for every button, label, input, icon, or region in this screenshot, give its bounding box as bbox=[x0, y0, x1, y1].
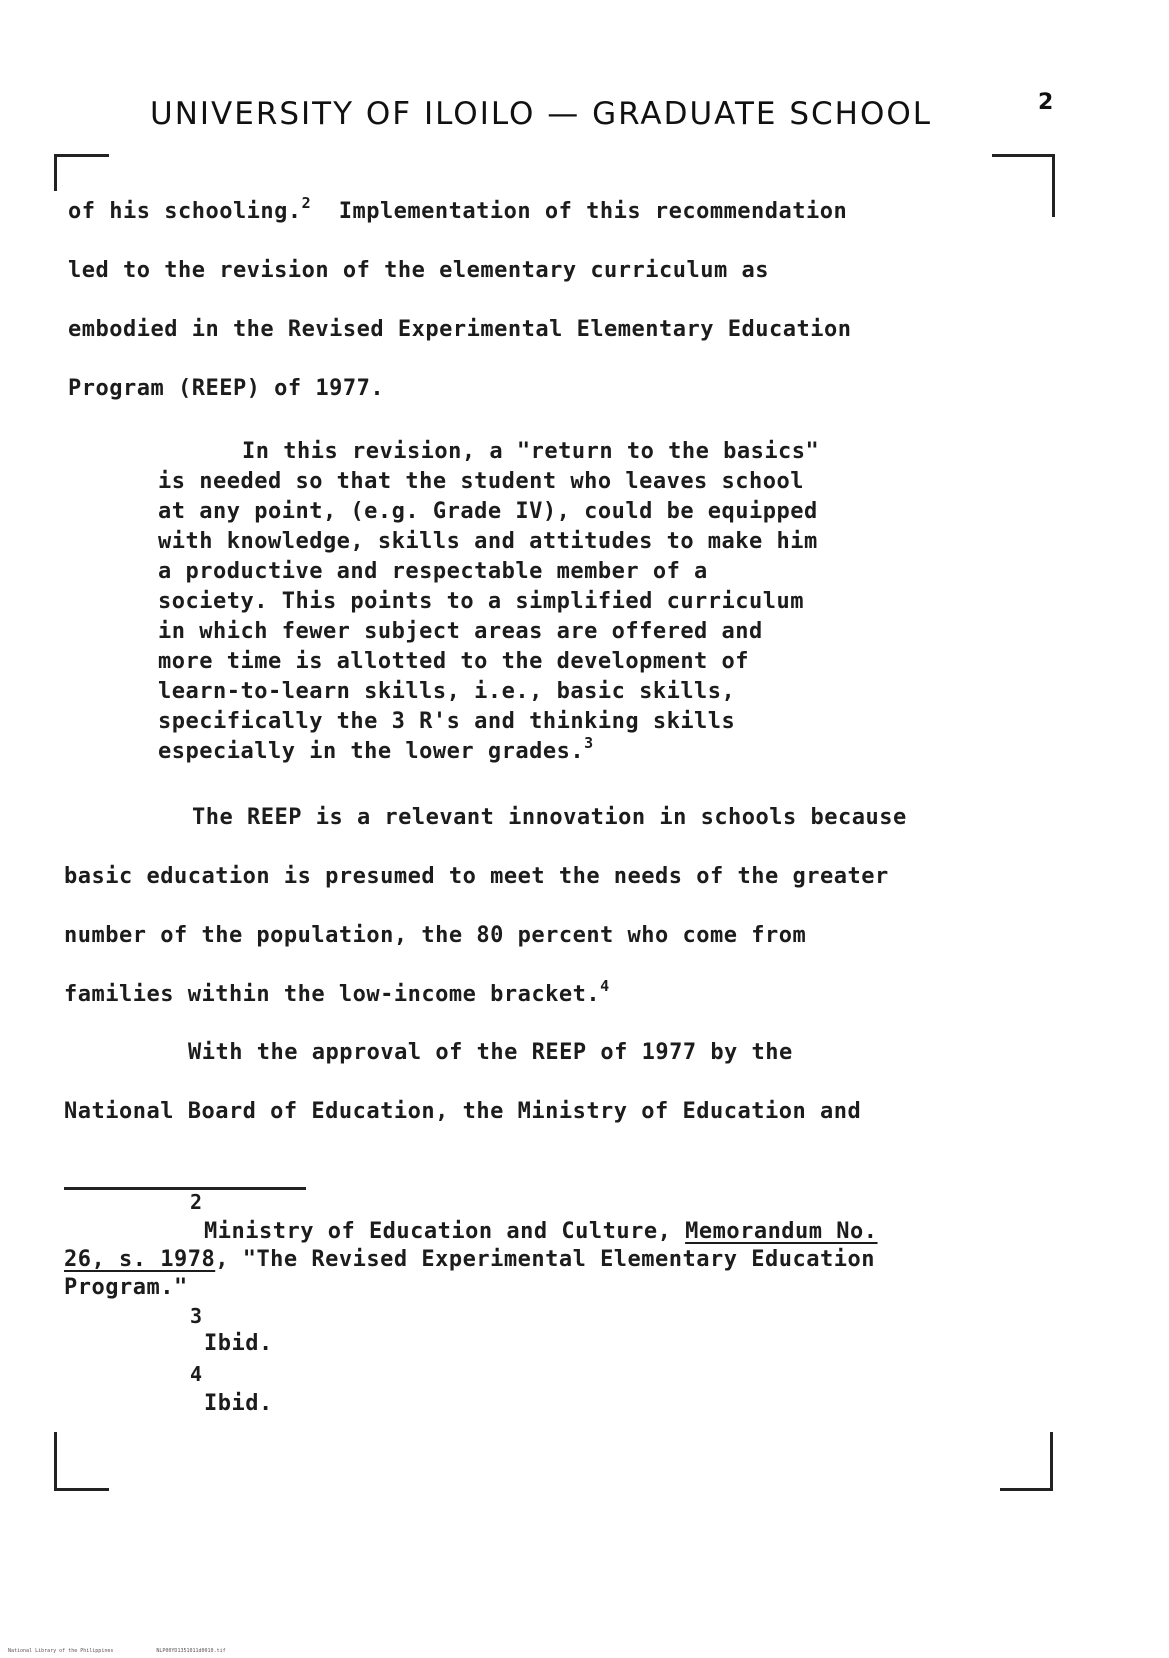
footnote-number: 4 bbox=[190, 1362, 203, 1386]
footnote-line: 26, s. 1978, "The Revised Experimental Elementary Education bbox=[64, 1247, 875, 1272]
paragraph-line: The REEP is a relevant innovation in schools because bbox=[192, 805, 907, 830]
paragraph-line: led to the revision of the elementary curriculum as bbox=[68, 258, 770, 283]
footnote-ref: 2 bbox=[301, 194, 312, 212]
paragraph-line: embodied in the Revised Experimental Elementary Education bbox=[68, 317, 852, 342]
paragraph-line: basic education is presumed to meet the needs of the greater bbox=[64, 864, 889, 889]
footnote-separator bbox=[64, 1187, 306, 1190]
page-header: UNIVERSITY OF ILOILO — GRADUATE SCHOOL bbox=[150, 96, 933, 132]
quote-line: specifically the 3 R's and thinking skills bbox=[158, 709, 736, 734]
file-id: NLP00YD1351011d0010.tif bbox=[156, 1648, 226, 1654]
footnote-2 bbox=[64, 1218, 878, 1302]
footnote-ref: 3 bbox=[584, 734, 594, 752]
quote-line: a productive and respectable member of a bbox=[158, 559, 708, 584]
footnote-ref: 4 bbox=[600, 977, 610, 995]
footnote-number: 2 bbox=[190, 1190, 203, 1214]
footnote-3 bbox=[204, 1330, 273, 1358]
paragraph-1 bbox=[68, 182, 851, 418]
footnote-line: Program." bbox=[64, 1275, 188, 1300]
paragraph-line: National Board of Education, the Ministry of Education and bbox=[64, 1099, 862, 1124]
paragraph-line: number of the population, the 80 percent who come from bbox=[64, 923, 807, 948]
quote-line: more time is allotted to the development of bbox=[158, 649, 750, 674]
crop-mark-bottom-left bbox=[54, 1432, 109, 1491]
crop-mark-top-right bbox=[992, 154, 1055, 217]
quote-line: especially in the lower grades.$^3$ bbox=[158, 734, 594, 764]
quote-line: society. This points to a simplified curriculum bbox=[158, 589, 805, 614]
quote-line: learn-to-learn skills, i.e., basic skills, bbox=[158, 679, 736, 704]
paragraph-line: families within the low-income bracket.$^4$ bbox=[64, 977, 610, 1007]
page-number: 2 bbox=[1038, 90, 1054, 115]
paragraph-3 bbox=[64, 1023, 861, 1141]
scan-metadata bbox=[8, 1648, 266, 1654]
footnote-number: 3 bbox=[190, 1304, 203, 1328]
quote-line: with knowledge, skills and attitudes to make him bbox=[158, 529, 818, 554]
footnote-4 bbox=[204, 1390, 273, 1418]
block-quote bbox=[158, 437, 819, 767]
library-credit: National Library of the Philippines bbox=[8, 1648, 114, 1654]
paragraph-2 bbox=[64, 788, 907, 1024]
quote-line: in which fewer subject areas are offered and bbox=[158, 619, 763, 644]
quote-line: at any point, (e.g. Grade IV), could be equipped bbox=[158, 499, 818, 524]
crop-mark-bottom-right bbox=[1000, 1432, 1053, 1491]
paragraph-line: of his schooling.$^2$ Implementation of this recommendation bbox=[68, 194, 848, 224]
paragraph-line: Program (REEP) of 1977. bbox=[68, 376, 385, 401]
paragraph-line: With the approval of the REEP of 1977 by the bbox=[188, 1040, 793, 1065]
footnote-line: Ibid. bbox=[204, 1391, 273, 1416]
quote-line: In this revision, a "return to the basics" bbox=[242, 439, 820, 464]
quote-line: is needed so that the student who leaves school bbox=[158, 469, 805, 494]
footnote-line: Ibid. bbox=[204, 1331, 273, 1356]
footnote-line: Ministry of Education and Culture, Memorandum No. bbox=[204, 1219, 878, 1244]
